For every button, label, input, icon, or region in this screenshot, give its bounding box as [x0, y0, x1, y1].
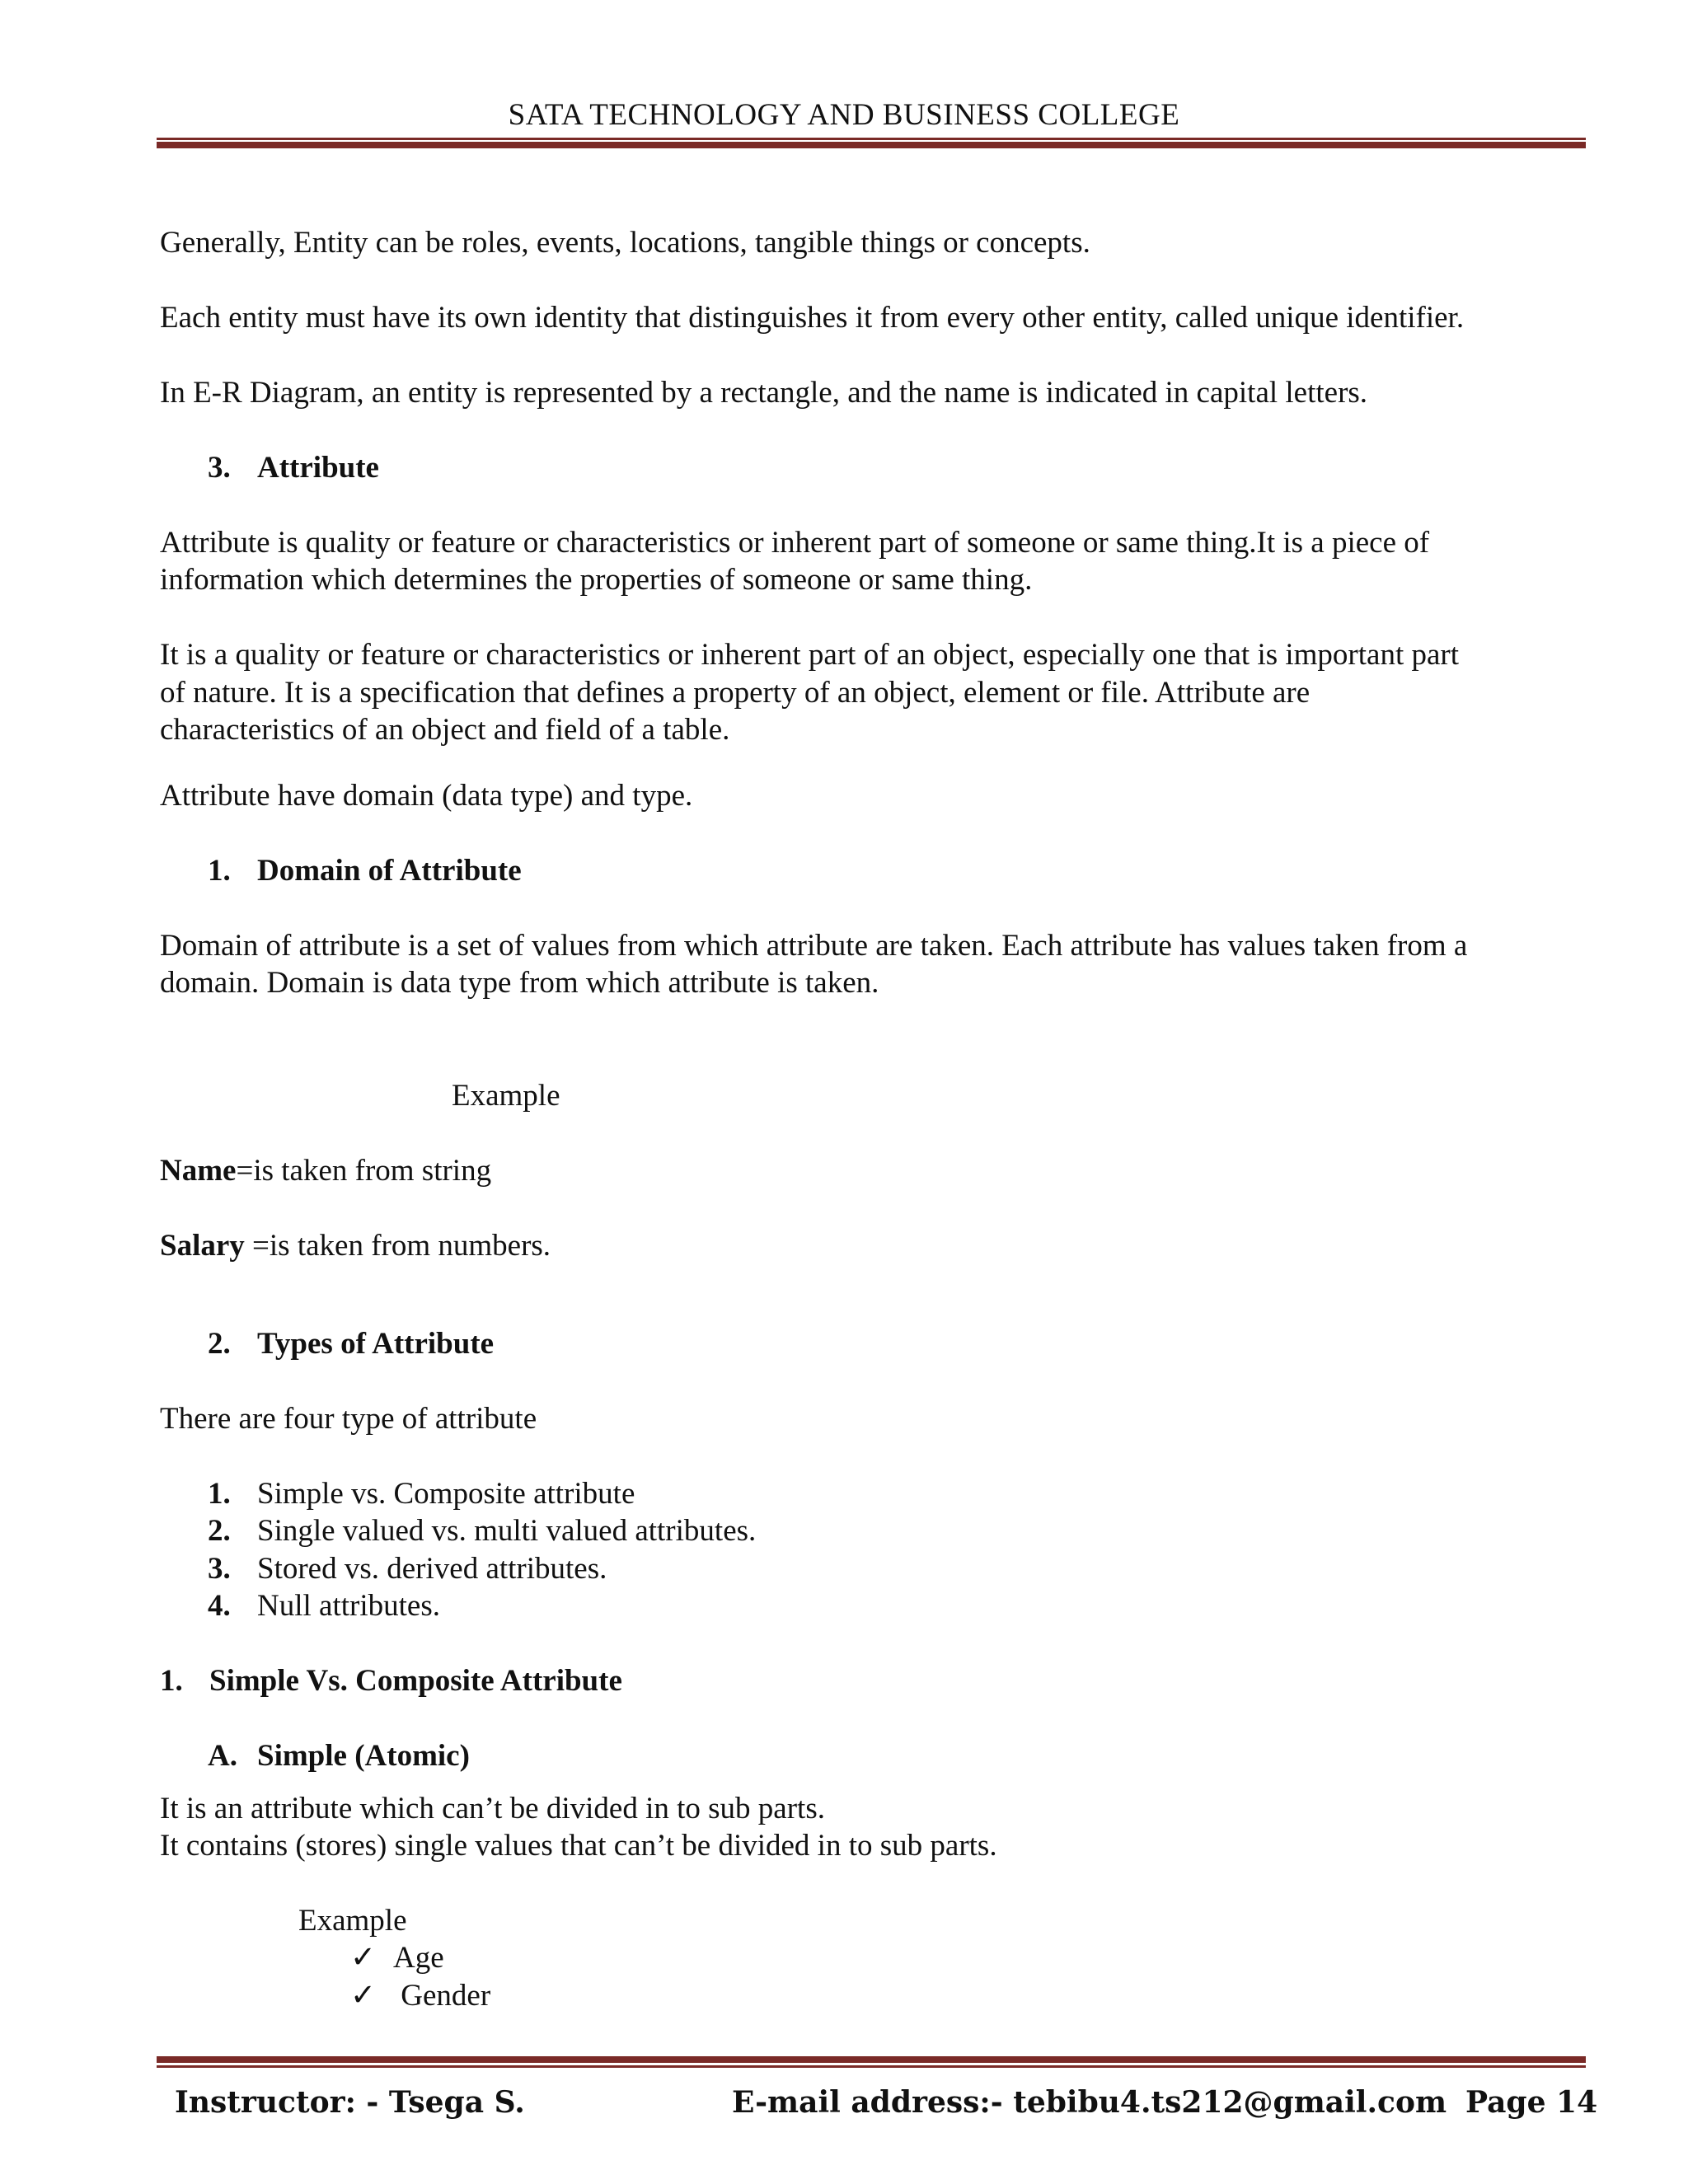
- paragraph-attribute-quality-line2: of nature. It is a specification that defines a property of an object, element or file. Attribute are: [160, 676, 1311, 710]
- paragraph-attribute-quality-line3: characteristics of an object and field of a table.: [160, 713, 730, 747]
- paragraph-er-diagram: In E-R Diagram, an entity is represented by a rectangle, and the name is indicated in capital letters.: [160, 376, 1368, 410]
- paragraph-four-types: There are four type of attribute: [160, 1402, 537, 1436]
- example2-label: Example: [298, 1904, 407, 1938]
- heading-text: Attribute: [257, 451, 379, 485]
- heading-types-of-attribute: [208, 1325, 494, 1363]
- list-item-text: Single valued vs. multi valued attributes.: [257, 1514, 757, 1548]
- check-item: [350, 1939, 444, 1977]
- check-item-text: Gender: [393, 1979, 491, 2013]
- list-item-number: 1.: [208, 1477, 231, 1511]
- paragraph-simple-def-line1: It is an attribute which can’t be divided in to sub parts.: [160, 1792, 825, 1825]
- example-salary-term: Salary: [160, 1229, 245, 1263]
- header-rule-thin: [157, 138, 1586, 140]
- heading-number: 1.: [160, 1664, 183, 1698]
- checkmark-icon: ✓: [350, 1979, 377, 2013]
- heading-number: A.: [208, 1739, 237, 1773]
- example-label: Example: [452, 1079, 560, 1113]
- list-item: [208, 1550, 607, 1588]
- header-rule-thick: [157, 142, 1586, 148]
- heading-simple-vs-composite: [160, 1662, 622, 1700]
- heading-number: 1.: [208, 854, 231, 888]
- list-item-number: 2.: [208, 1514, 231, 1548]
- heading-domain-of-attribute: [208, 852, 522, 890]
- example-salary-desc: =is taken from numbers.: [244, 1229, 551, 1263]
- example-name: [160, 1152, 491, 1190]
- paragraph-domain-type: Attribute have domain (data type) and type.: [160, 779, 693, 813]
- list-item-number: 3.: [208, 1552, 231, 1586]
- list-item: [208, 1475, 635, 1513]
- list-item-number: 4.: [208, 1589, 231, 1623]
- paragraph-unique-identifier: Each entity must have its own identity that distinguishes it from every other entity, called unique identifier.: [160, 301, 1465, 335]
- example-name-term: Name: [160, 1154, 237, 1188]
- list-item: [208, 1512, 756, 1550]
- footer-page-number: Page 14: [1465, 2085, 1598, 2120]
- list-item-text: Stored vs. derived attributes.: [257, 1552, 607, 1586]
- example-salary: [160, 1227, 551, 1265]
- footer-instructor: Instructor: - Tsega S.: [175, 2085, 525, 2120]
- page-header-title: SATA TECHNOLOGY AND BUSINESS COLLEGE: [508, 98, 1180, 132]
- footer-email: E-mail address:- tebibu4.ts212@gmail.com: [732, 2085, 1447, 2120]
- heading-simple-atomic: [208, 1737, 470, 1775]
- heading-text: Domain of Attribute: [257, 854, 522, 888]
- paragraph-attribute-quality-line1: It is a quality or feature or characteristics or inherent part of an object, especially one that is important part: [160, 638, 1460, 672]
- paragraph-attribute-def-line2: information which determines the properties of someone or same thing.: [160, 563, 1033, 597]
- check-item: [350, 1977, 490, 2015]
- paragraph-attribute-def-line1: Attribute is quality or feature or characteristics or inherent part of someone or same thing.It is a piece of: [160, 526, 1430, 560]
- example-name-desc: =is taken from string: [236, 1154, 492, 1188]
- heading-number: 2.: [208, 1327, 231, 1361]
- list-item-text: Simple vs. Composite attribute: [257, 1477, 635, 1511]
- footer-rule-thin: [157, 2065, 1586, 2068]
- paragraph-domain-def-line2: domain. Domain is data type from which attribute is taken.: [160, 966, 879, 1000]
- heading-text: Simple Vs. Composite Attribute: [209, 1664, 622, 1698]
- paragraph-domain-def-line1: Domain of attribute is a set of values from which attribute are taken. Each attribute has values taken from a: [160, 929, 1468, 963]
- footer-rule-thick: [157, 2056, 1586, 2063]
- heading-text: Types of Attribute: [257, 1327, 495, 1361]
- paragraph-entity-general: Generally, Entity can be roles, events, locations, tangible things or concepts.: [160, 226, 1090, 260]
- paragraph-simple-def-line2: It contains (stores) single values that can’t be divided in to sub parts.: [160, 1829, 997, 1863]
- list-item-text: Null attributes.: [257, 1589, 440, 1623]
- check-item-text: Age: [393, 1941, 444, 1975]
- checkmark-icon: ✓: [350, 1941, 377, 1975]
- list-item: [208, 1587, 440, 1625]
- heading-text: Simple (Atomic): [257, 1739, 470, 1773]
- heading-number: 3.: [208, 451, 231, 485]
- heading-attribute: [208, 449, 379, 487]
